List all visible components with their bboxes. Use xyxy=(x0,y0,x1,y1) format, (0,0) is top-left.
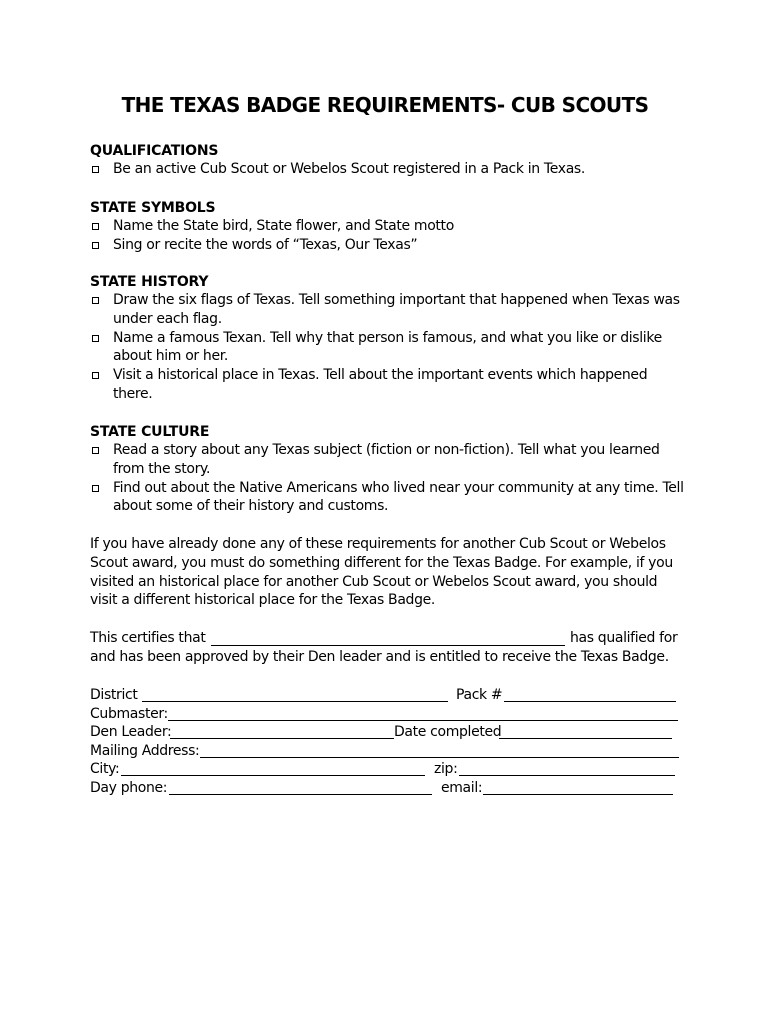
checkbox-bullet-icon xyxy=(92,447,99,454)
cubmaster-label: Cubmaster: xyxy=(90,706,168,722)
list-item: Draw the six flags of Texas. Tell something important that happened when Texas was under each flag. xyxy=(90,291,686,329)
checkbox-bullet-icon xyxy=(92,335,99,342)
email-field[interactable] xyxy=(483,794,673,795)
section-state-culture xyxy=(90,423,686,516)
note-paragraph: If you have already done any of these requirements for another Cub Scout or Webelos Scout award, you must do something different for the Texas Badge. For example, if you visited an historical place for another Cub Scout or Webelos Scout award, you should visit a different historical place for the Texas Badge. xyxy=(90,536,673,609)
checkbox-bullet-icon xyxy=(92,242,99,249)
checkbox-bullet-icon xyxy=(92,297,99,304)
den-leader-field[interactable] xyxy=(170,738,394,739)
list-item: Find out about the Native Americans who lived near your community at any time. Tell about some of their history and customs. xyxy=(90,479,686,517)
certify-line-1 xyxy=(90,629,205,647)
zip-field[interactable] xyxy=(459,775,675,776)
checkbox-bullet-icon xyxy=(92,485,99,492)
date-completed-field[interactable] xyxy=(499,738,672,739)
scout-name-field[interactable] xyxy=(211,645,565,646)
certify-prefix: This certifies that xyxy=(90,630,206,646)
pack-field[interactable] xyxy=(504,701,676,702)
district-label: District xyxy=(90,687,138,703)
checkbox-bullet-icon xyxy=(92,223,99,230)
den-leader-label: Den Leader: xyxy=(90,724,172,740)
list-item: Name a famous Texan. Tell why that person is famous, and what you like or dislike about him or her. xyxy=(90,329,686,367)
cubmaster-row xyxy=(90,705,168,723)
district-row xyxy=(90,686,138,704)
den-leader-row xyxy=(90,723,171,741)
certify-line-2: and has been approved by their Den leader and is entitled to receive the Texas Badge. xyxy=(90,649,669,665)
mailing-address-label: Mailing Address: xyxy=(90,743,200,759)
day-phone-row xyxy=(90,779,167,797)
cubmaster-field[interactable] xyxy=(168,720,678,721)
date-completed-row xyxy=(394,723,501,741)
day-phone-label: Day phone: xyxy=(90,780,168,796)
date-completed-label: Date completed xyxy=(394,724,502,740)
email-row xyxy=(441,779,482,797)
checkbox-bullet-icon xyxy=(92,372,99,379)
zip-row xyxy=(434,760,457,778)
email-label: email: xyxy=(441,780,483,796)
section-heading: QUALIFICATIONS xyxy=(90,143,219,159)
day-phone-field[interactable] xyxy=(169,794,432,795)
zip-label: zip: xyxy=(434,761,458,777)
section-heading: STATE SYMBOLS xyxy=(90,200,216,216)
city-field[interactable] xyxy=(121,775,425,776)
section-heading: STATE HISTORY xyxy=(90,274,209,290)
list-item: Read a story about any Texas subject (fiction or non-fiction). Tell what you learned from the story. xyxy=(90,441,686,479)
pack-label: Pack # xyxy=(456,687,503,703)
list-item: Be an active Cub Scout or Webelos Scout registered in a Pack in Texas. xyxy=(90,160,686,179)
city-row xyxy=(90,760,119,778)
section-qualifications xyxy=(90,142,686,179)
list-item: Name the State bird, State flower, and State motto xyxy=(90,217,686,236)
certify-suffix: has qualified for xyxy=(570,630,678,646)
list-item: Visit a historical place in Texas. Tell about the important events which happened there. xyxy=(90,366,686,404)
city-label: City: xyxy=(90,761,120,777)
checkbox-bullet-icon xyxy=(92,166,99,173)
pack-row xyxy=(456,686,502,704)
section-state-symbols xyxy=(90,199,686,255)
certify-suffix-row xyxy=(570,629,677,647)
district-field[interactable] xyxy=(142,701,448,702)
section-state-history xyxy=(90,273,686,404)
list-item: Sing or recite the words of “Texas, Our Texas” xyxy=(90,236,686,255)
section-heading: STATE CULTURE xyxy=(90,424,210,440)
mailing-address-row xyxy=(90,742,199,760)
mailing-address-field[interactable] xyxy=(200,757,679,758)
document-title: THE TEXAS BADGE REQUIREMENTS- CUB SCOUTS xyxy=(121,93,649,117)
